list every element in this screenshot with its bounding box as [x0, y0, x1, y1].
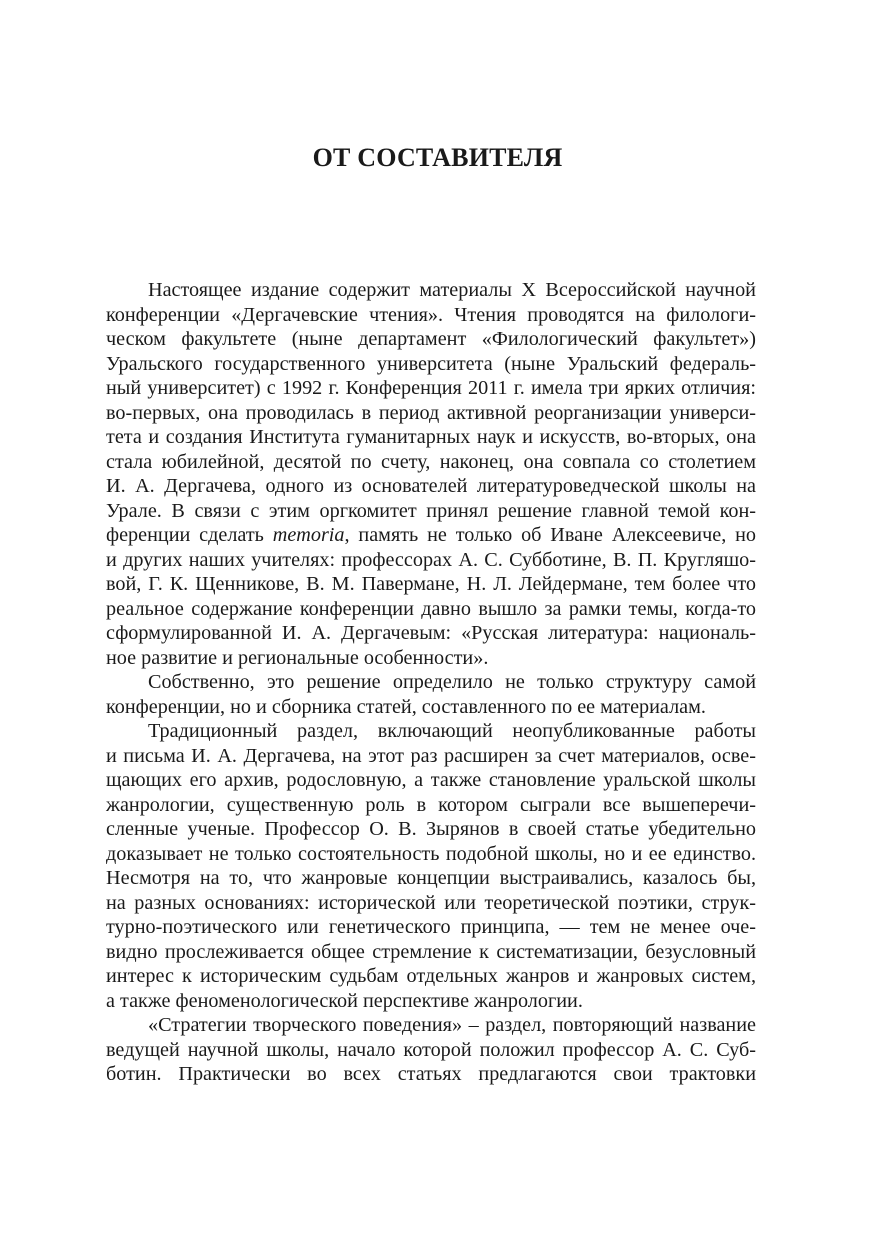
text-line: Урале. В связи с этим оргкомитет принял решение главной темой кон-	[106, 499, 756, 522]
text-line: ческом факультете (ныне департамент «Филологический факультет»)	[106, 328, 756, 350]
text-line: И. А. Дергачева, одного из основателей литературоведческой школы на	[106, 475, 756, 497]
text-line: Традиционный раздел, включающий неопубликованные работы	[148, 720, 756, 742]
text-line: жанрологии, существенную роль в котором сыграли все вышеперечи-	[106, 793, 756, 816]
text-line: ный университет) с 1992 г. Конференция 2011 г. имела три ярких отличия:	[106, 377, 756, 399]
text-line: «Стратегии творческого поведения» – раздел, повторяющий название	[148, 1014, 756, 1036]
text-line: ное развитие и региональные особенности».	[106, 646, 489, 669]
text-segment: , память не только об Иване Алексеевиче, но	[344, 524, 756, 546]
text-line: вой, Г. К. Щенникове, В. М. Павермане, Н. Л. Лейдермане, тем более что	[106, 573, 756, 595]
text-line: ведущей научной школы, начало которой положил профессор А. С. Суб-	[106, 1038, 756, 1061]
text-line: тета и создания Института гуманитарных наук и искусств, во-вторых, она	[106, 426, 756, 448]
text-line: турно-поэтического или генетического принципа, — тем не менее оче-	[106, 916, 756, 938]
text-line: сформулированной И. А. Дергачевым: «Русская литература: националь-	[106, 622, 756, 644]
text-line: конференции, но и сборника статей, составленного по ее материалам.	[106, 695, 706, 718]
text-line: щающих его архив, родословную, а также становление уральской школы	[106, 769, 756, 791]
text-line: сленные ученые. Профессор О. В. Зырянов в своей статье убедительно	[106, 818, 756, 840]
text-line: Настоящее издание содержит материалы X Всероссийской научной	[148, 279, 756, 301]
text-line: стала юбилейной, десятой по счету, наконец, она совпала со столетием	[106, 450, 756, 473]
text-line: видно прослеживается общее стремление к систематизации, безусловный	[106, 940, 756, 963]
text-line: ботин. Практически во всех статьях предлагаются свои трактовки	[106, 1063, 756, 1085]
text-line: и других наших учителях: профессорах А. С. Субботине, В. П. Кругляшо-	[106, 548, 756, 571]
text-line: доказывает не только состоятельность подобной школы, но и ее единство.	[106, 842, 756, 865]
italic-term: memoria	[272, 524, 345, 546]
text-line: во-первых, она проводилась в период активной реорганизации универси-	[106, 401, 756, 424]
text-line: интерес к историческим судьбам отдельных жанров и жанровых систем,	[106, 965, 756, 987]
text-line: на разных основаниях: исторической или теоретической поэтики, струк-	[106, 891, 756, 914]
text-line: Уральского государственного университета (ныне Уральский федераль-	[106, 352, 756, 375]
text-line: конференции «Дергачевские чтения». Чтения проводятся на филологи-	[106, 303, 756, 326]
text-line: реальное содержание конференции давно вышло за рамки темы, когда-то	[106, 597, 756, 620]
text-line: Собственно, это решение определило не только структуру самой	[148, 671, 756, 693]
text-line: Несмотря на то, что жанровые концепции выстраивались, казалось бы,	[106, 867, 756, 889]
text-line-with-italic	[106, 523, 756, 548]
text-segment: ференции сделать	[106, 524, 264, 546]
body-text	[106, 278, 756, 1087]
text-line: а также феноменологической перспективе жанрологии.	[106, 989, 583, 1012]
text-line: и письма И. А. Дергачева, на этот раз расширен за счет материалов, осве-	[106, 744, 756, 767]
page-title: ОТ СОСТАВИТЕЛЯ	[312, 143, 563, 172]
